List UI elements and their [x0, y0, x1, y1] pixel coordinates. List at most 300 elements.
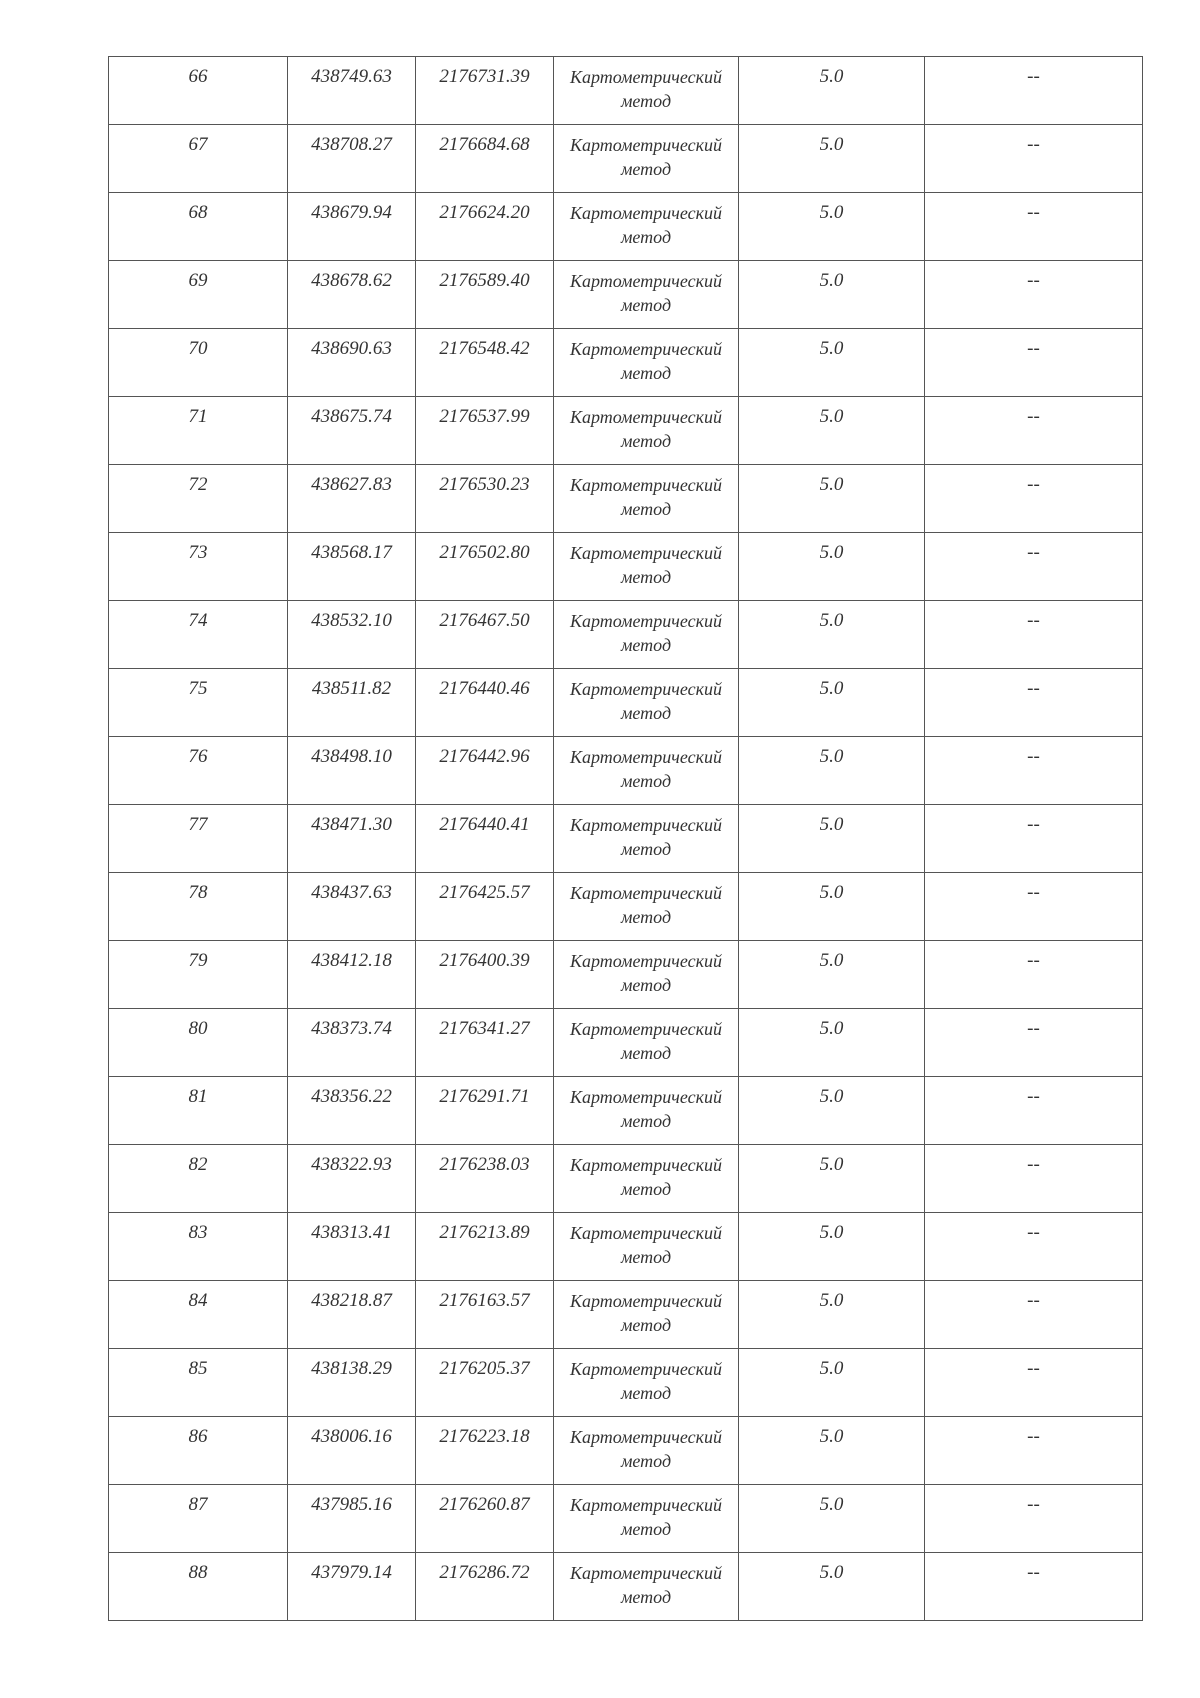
method-cell	[554, 1417, 739, 1485]
point-number-cell	[109, 125, 288, 193]
point-number-cell	[109, 1145, 288, 1213]
point-number-cell-text: 72	[188, 474, 208, 495]
accuracy-cell	[739, 261, 925, 329]
x-coordinate-cell-text: 438690.63	[311, 338, 392, 359]
x-coordinate-cell-text: 438313.41	[311, 1222, 392, 1243]
method-cell	[554, 805, 739, 873]
accuracy-cell	[739, 329, 925, 397]
x-coordinate-cell-text: 438627.83	[311, 474, 392, 495]
method-text-line: метод	[620, 1451, 672, 1471]
point-number-cell	[109, 601, 288, 669]
note-cell-text: --	[1027, 610, 1040, 631]
method-text-line: метод	[620, 159, 672, 179]
y-coordinate-cell	[416, 1553, 554, 1621]
accuracy-cell-text: 5.0	[819, 406, 844, 427]
point-number-cell-text: 85	[188, 1358, 208, 1379]
accuracy-cell-text: 5.0	[819, 202, 844, 223]
note-cell-text: --	[1027, 1358, 1040, 1379]
x-coordinate-cell	[288, 1553, 416, 1621]
table-row	[109, 669, 1143, 737]
accuracy-cell-text: 5.0	[819, 1222, 844, 1243]
note-cell	[925, 1009, 1143, 1077]
method-text-line: Картометрический	[569, 1087, 722, 1107]
note-cell	[925, 941, 1143, 1009]
method-text-line: метод	[620, 1519, 672, 1539]
x-coordinate-cell	[288, 1349, 416, 1417]
y-coordinate-cell	[416, 57, 554, 125]
point-number-cell-text: 67	[188, 134, 208, 155]
note-cell	[925, 1485, 1143, 1553]
y-coordinate-cell-text: 2176624.20	[439, 202, 530, 223]
x-coordinate-cell-text: 437985.16	[311, 1494, 392, 1515]
y-coordinate-cell	[416, 125, 554, 193]
method-text-line: Картометрический	[569, 611, 722, 631]
x-coordinate-cell	[288, 873, 416, 941]
note-cell	[925, 1553, 1143, 1621]
method-cell	[554, 57, 739, 125]
point-number-cell-text: 66	[188, 66, 208, 87]
method-text-line: метод	[620, 499, 672, 519]
method-text-line: Картометрический	[569, 475, 722, 495]
y-coordinate-cell	[416, 601, 554, 669]
y-coordinate-cell	[416, 1145, 554, 1213]
y-coordinate-cell	[416, 1281, 554, 1349]
y-coordinate-cell-text: 2176548.42	[439, 338, 530, 359]
x-coordinate-cell-text: 438532.10	[311, 610, 392, 631]
method-cell	[554, 1485, 739, 1553]
point-number-cell	[109, 329, 288, 397]
x-coordinate-cell-text: 438356.22	[311, 1086, 392, 1107]
method-cell	[554, 941, 739, 1009]
y-coordinate-cell	[416, 329, 554, 397]
x-coordinate-cell-text: 437979.14	[311, 1562, 392, 1583]
y-coordinate-cell-text: 2176400.39	[439, 950, 530, 971]
accuracy-cell-text: 5.0	[819, 66, 844, 87]
method-cell	[554, 1213, 739, 1281]
accuracy-cell	[739, 669, 925, 737]
accuracy-cell	[739, 1349, 925, 1417]
x-coordinate-cell	[288, 941, 416, 1009]
note-cell-text: --	[1027, 1154, 1040, 1175]
accuracy-cell	[739, 1417, 925, 1485]
method-cell	[554, 1145, 739, 1213]
accuracy-cell-text: 5.0	[819, 1562, 844, 1583]
method-text-line: Картометрический	[569, 1019, 722, 1039]
point-number-cell	[109, 533, 288, 601]
x-coordinate-cell	[288, 601, 416, 669]
note-cell	[925, 1417, 1143, 1485]
accuracy-cell-text: 5.0	[819, 474, 844, 495]
y-coordinate-cell	[416, 397, 554, 465]
note-cell-text: --	[1027, 814, 1040, 835]
y-coordinate-cell	[416, 941, 554, 1009]
table-row	[109, 1213, 1143, 1281]
y-coordinate-cell	[416, 1485, 554, 1553]
x-coordinate-cell	[288, 1077, 416, 1145]
point-number-cell	[109, 1077, 288, 1145]
table-row	[109, 533, 1143, 601]
table-row	[109, 1553, 1143, 1621]
accuracy-cell-text: 5.0	[819, 1290, 844, 1311]
method-text-line: Картометрический	[569, 1223, 722, 1243]
y-coordinate-cell	[416, 1213, 554, 1281]
x-coordinate-cell	[288, 1009, 416, 1077]
x-coordinate-cell-text: 438471.30	[311, 814, 392, 835]
accuracy-cell	[739, 737, 925, 805]
method-text-line: метод	[620, 431, 672, 451]
table-row	[109, 601, 1143, 669]
x-coordinate-cell	[288, 669, 416, 737]
x-coordinate-cell	[288, 125, 416, 193]
y-coordinate-cell-text: 2176286.72	[439, 1562, 530, 1583]
method-cell	[554, 1077, 739, 1145]
accuracy-cell-text: 5.0	[819, 610, 844, 631]
point-number-cell-text: 74	[188, 610, 208, 631]
point-number-cell-text: 80	[188, 1018, 208, 1039]
method-cell	[554, 193, 739, 261]
table-row	[109, 193, 1143, 261]
point-number-cell	[109, 1349, 288, 1417]
accuracy-cell	[739, 1553, 925, 1621]
y-coordinate-cell	[416, 1417, 554, 1485]
point-number-cell	[109, 1213, 288, 1281]
table-row	[109, 941, 1143, 1009]
method-text-line: Картометрический	[569, 543, 722, 563]
note-cell-text: --	[1027, 678, 1040, 699]
accuracy-cell-text: 5.0	[819, 882, 844, 903]
x-coordinate-cell-text: 438568.17	[311, 542, 392, 563]
x-coordinate-cell-text: 438437.63	[311, 882, 392, 903]
note-cell-text: --	[1027, 406, 1040, 427]
accuracy-cell	[739, 601, 925, 669]
note-cell-text: --	[1027, 1086, 1040, 1107]
x-coordinate-cell	[288, 261, 416, 329]
method-text-line: Картометрический	[569, 747, 722, 767]
y-coordinate-cell-text: 2176537.99	[439, 406, 530, 427]
x-coordinate-cell-text: 438679.94	[311, 202, 392, 223]
note-cell	[925, 873, 1143, 941]
method-cell	[554, 601, 739, 669]
y-coordinate-cell-text: 2176205.37	[439, 1358, 530, 1379]
y-coordinate-cell-text: 2176440.46	[439, 678, 530, 699]
table-row	[109, 125, 1143, 193]
point-number-cell	[109, 1281, 288, 1349]
table-row	[109, 261, 1143, 329]
note-cell-text: --	[1027, 1426, 1040, 1447]
method-text-line: метод	[620, 567, 672, 587]
method-text-line: Картометрический	[569, 951, 722, 971]
method-text-line: Картометрический	[569, 1495, 722, 1515]
y-coordinate-cell-text: 2176291.71	[439, 1086, 530, 1107]
table-row	[109, 1009, 1143, 1077]
note-cell	[925, 397, 1143, 465]
method-text-line: Картометрический	[569, 679, 722, 699]
method-text-line: метод	[620, 363, 672, 383]
table-row	[109, 1077, 1143, 1145]
note-cell-text: --	[1027, 882, 1040, 903]
x-coordinate-cell-text: 438322.93	[311, 1154, 392, 1175]
y-coordinate-cell	[416, 1009, 554, 1077]
method-cell	[554, 533, 739, 601]
y-coordinate-cell-text: 2176260.87	[439, 1494, 530, 1515]
method-text-line: Картометрический	[569, 1359, 722, 1379]
x-coordinate-cell	[288, 397, 416, 465]
x-coordinate-cell-text: 438006.16	[311, 1426, 392, 1447]
point-number-cell-text: 77	[188, 814, 208, 835]
accuracy-cell	[739, 1485, 925, 1553]
method-cell	[554, 669, 739, 737]
note-cell	[925, 1145, 1143, 1213]
note-cell-text: --	[1027, 950, 1040, 971]
point-number-cell-text: 69	[188, 270, 208, 291]
point-number-cell-text: 81	[188, 1086, 208, 1107]
method-text-line: метод	[620, 1043, 672, 1063]
method-cell	[554, 1553, 739, 1621]
accuracy-cell-text: 5.0	[819, 678, 844, 699]
x-coordinate-cell	[288, 1485, 416, 1553]
x-coordinate-cell-text: 438218.87	[311, 1290, 392, 1311]
method-text-line: метод	[620, 295, 672, 315]
note-cell	[925, 125, 1143, 193]
table-row	[109, 57, 1143, 125]
point-number-cell	[109, 1553, 288, 1621]
y-coordinate-cell	[416, 873, 554, 941]
accuracy-cell-text: 5.0	[819, 1018, 844, 1039]
method-text-line: Картометрический	[569, 883, 722, 903]
table-row	[109, 873, 1143, 941]
note-cell	[925, 1281, 1143, 1349]
method-text-line: Картометрический	[569, 135, 722, 155]
accuracy-cell	[739, 125, 925, 193]
method-cell	[554, 873, 739, 941]
accuracy-cell	[739, 1077, 925, 1145]
note-cell-text: --	[1027, 1562, 1040, 1583]
point-number-cell	[109, 737, 288, 805]
point-number-cell	[109, 57, 288, 125]
x-coordinate-cell-text: 438138.29	[311, 1358, 392, 1379]
y-coordinate-cell-text: 2176440.41	[439, 814, 530, 835]
table-row	[109, 1281, 1143, 1349]
table-row	[109, 737, 1143, 805]
note-cell-text: --	[1027, 1222, 1040, 1243]
method-cell	[554, 737, 739, 805]
note-cell-text: --	[1027, 542, 1040, 563]
x-coordinate-cell-text: 438373.74	[311, 1018, 392, 1039]
note-cell-text: --	[1027, 338, 1040, 359]
note-cell	[925, 465, 1143, 533]
table-row	[109, 1145, 1143, 1213]
point-number-cell-text: 76	[188, 746, 208, 767]
point-number-cell-text: 71	[188, 406, 208, 427]
method-text-line: метод	[620, 1247, 672, 1267]
point-number-cell-text: 68	[188, 202, 208, 223]
method-text-line: метод	[620, 1111, 672, 1131]
note-cell-text: --	[1027, 1494, 1040, 1515]
accuracy-cell	[739, 465, 925, 533]
table-row	[109, 1349, 1143, 1417]
method-text-line: метод	[620, 839, 672, 859]
method-text-line: метод	[620, 703, 672, 723]
method-text-line: Картометрический	[569, 815, 722, 835]
note-cell	[925, 193, 1143, 261]
table-row	[109, 397, 1143, 465]
note-cell	[925, 737, 1143, 805]
point-number-cell	[109, 805, 288, 873]
y-coordinate-cell-text: 2176425.57	[439, 882, 530, 903]
y-coordinate-cell-text: 2176341.27	[439, 1018, 530, 1039]
note-cell-text: --	[1027, 1018, 1040, 1039]
point-number-cell	[109, 941, 288, 1009]
y-coordinate-cell-text: 2176502.80	[439, 542, 530, 563]
accuracy-cell	[739, 397, 925, 465]
method-text-line: метод	[620, 91, 672, 111]
note-cell	[925, 669, 1143, 737]
x-coordinate-cell	[288, 1145, 416, 1213]
coordinates-table-body	[109, 57, 1143, 1621]
table-row	[109, 805, 1143, 873]
point-number-cell	[109, 261, 288, 329]
accuracy-cell-text: 5.0	[819, 1358, 844, 1379]
point-number-cell-text: 79	[188, 950, 208, 971]
accuracy-cell	[739, 1213, 925, 1281]
table-row	[109, 1417, 1143, 1485]
method-text-line: Картометрический	[569, 339, 722, 359]
method-text-line: метод	[620, 1179, 672, 1199]
x-coordinate-cell-text: 438749.63	[311, 66, 392, 87]
method-text-line: метод	[620, 975, 672, 995]
method-text-line: метод	[620, 771, 672, 791]
note-cell	[925, 805, 1143, 873]
table-row	[109, 329, 1143, 397]
note-cell	[925, 1213, 1143, 1281]
point-number-cell	[109, 397, 288, 465]
y-coordinate-cell-text: 2176213.89	[439, 1222, 530, 1243]
note-cell	[925, 57, 1143, 125]
accuracy-cell	[739, 1145, 925, 1213]
method-text-line: метод	[620, 1383, 672, 1403]
y-coordinate-cell-text: 2176223.18	[439, 1426, 530, 1447]
accuracy-cell-text: 5.0	[819, 950, 844, 971]
method-cell	[554, 261, 739, 329]
y-coordinate-cell-text: 2176684.68	[439, 134, 530, 155]
note-cell	[925, 1349, 1143, 1417]
y-coordinate-cell	[416, 533, 554, 601]
x-coordinate-cell-text: 438498.10	[311, 746, 392, 767]
accuracy-cell	[739, 533, 925, 601]
point-number-cell-text: 78	[188, 882, 208, 903]
method-text-line: Картометрический	[569, 1427, 722, 1447]
x-coordinate-cell	[288, 737, 416, 805]
coordinates-table	[108, 56, 1143, 1621]
y-coordinate-cell	[416, 669, 554, 737]
x-coordinate-cell-text: 438675.74	[311, 406, 392, 427]
accuracy-cell-text: 5.0	[819, 1494, 844, 1515]
method-cell	[554, 125, 739, 193]
accuracy-cell-text: 5.0	[819, 1086, 844, 1107]
accuracy-cell-text: 5.0	[819, 1426, 844, 1447]
point-number-cell-text: 84	[188, 1290, 208, 1311]
method-text-line: метод	[620, 635, 672, 655]
y-coordinate-cell-text: 2176731.39	[439, 66, 530, 87]
point-number-cell-text: 75	[188, 678, 208, 699]
point-number-cell	[109, 1485, 288, 1553]
note-cell-text: --	[1027, 270, 1040, 291]
x-coordinate-cell	[288, 1281, 416, 1349]
x-coordinate-cell	[288, 193, 416, 261]
y-coordinate-cell	[416, 1077, 554, 1145]
accuracy-cell-text: 5.0	[819, 1154, 844, 1175]
accuracy-cell	[739, 873, 925, 941]
y-coordinate-cell	[416, 1349, 554, 1417]
method-cell	[554, 1349, 739, 1417]
point-number-cell-text: 83	[188, 1222, 208, 1243]
point-number-cell	[109, 193, 288, 261]
method-text-line: метод	[620, 227, 672, 247]
method-text-line: Картометрический	[569, 1291, 722, 1311]
method-text-line: Картометрический	[569, 1155, 722, 1175]
accuracy-cell-text: 5.0	[819, 746, 844, 767]
point-number-cell-text: 86	[188, 1426, 208, 1447]
point-number-cell	[109, 465, 288, 533]
x-coordinate-cell	[288, 329, 416, 397]
accuracy-cell	[739, 805, 925, 873]
point-number-cell	[109, 1009, 288, 1077]
y-coordinate-cell	[416, 737, 554, 805]
note-cell-text: --	[1027, 202, 1040, 223]
x-coordinate-cell-text: 438678.62	[311, 270, 392, 291]
y-coordinate-cell-text: 2176163.57	[439, 1290, 530, 1311]
y-coordinate-cell	[416, 193, 554, 261]
x-coordinate-cell	[288, 533, 416, 601]
point-number-cell	[109, 1417, 288, 1485]
method-text-line: метод	[620, 1587, 672, 1607]
table-row	[109, 465, 1143, 533]
method-cell	[554, 1009, 739, 1077]
x-coordinate-cell-text: 438511.82	[311, 678, 392, 699]
note-cell	[925, 601, 1143, 669]
point-number-cell-text: 70	[188, 338, 208, 359]
method-text-line: Картометрический	[569, 407, 722, 427]
note-cell	[925, 533, 1143, 601]
accuracy-cell	[739, 941, 925, 1009]
accuracy-cell	[739, 57, 925, 125]
x-coordinate-cell	[288, 1213, 416, 1281]
x-coordinate-cell-text: 438708.27	[311, 134, 392, 155]
point-number-cell-text: 88	[188, 1562, 208, 1583]
point-number-cell-text: 73	[188, 542, 208, 563]
note-cell-text: --	[1027, 66, 1040, 87]
point-number-cell-text: 82	[188, 1154, 208, 1175]
accuracy-cell	[739, 193, 925, 261]
point-number-cell	[109, 873, 288, 941]
method-cell	[554, 329, 739, 397]
accuracy-cell-text: 5.0	[819, 134, 844, 155]
method-text-line: метод	[620, 907, 672, 927]
x-coordinate-cell	[288, 805, 416, 873]
method-cell	[554, 465, 739, 533]
note-cell-text: --	[1027, 1290, 1040, 1311]
accuracy-cell-text: 5.0	[819, 338, 844, 359]
table-row	[109, 1485, 1143, 1553]
note-cell	[925, 261, 1143, 329]
note-cell	[925, 329, 1143, 397]
method-cell	[554, 397, 739, 465]
note-cell-text: --	[1027, 134, 1040, 155]
accuracy-cell	[739, 1009, 925, 1077]
y-coordinate-cell	[416, 805, 554, 873]
note-cell	[925, 1077, 1143, 1145]
y-coordinate-cell	[416, 261, 554, 329]
